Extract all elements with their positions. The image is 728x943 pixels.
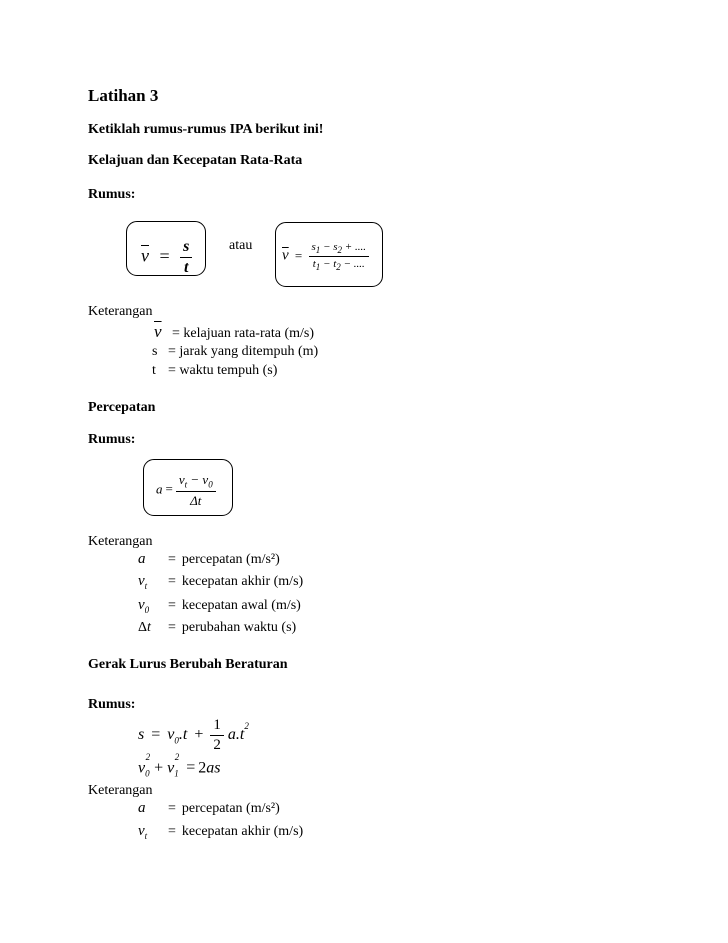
legend-symbol: t xyxy=(152,363,156,378)
legend-row xyxy=(152,363,277,379)
section-heading-kelajuan: Kelajuan dan Kecepatan Rata-Rata xyxy=(88,153,303,168)
legend-row: a = percepatan (m/s²) xyxy=(138,800,280,816)
atau-text: atau xyxy=(229,238,253,253)
legend-desc: = waktu tempuh (s) xyxy=(168,363,278,378)
formula-box-average-velocity xyxy=(275,222,383,287)
formula-box-acceleration xyxy=(143,459,233,516)
section-heading-percepatan: Percepatan xyxy=(88,400,156,415)
formula-box-average-speed xyxy=(126,221,206,276)
page-title: Latihan 3 xyxy=(88,86,159,105)
keterangan-label: Keterangan xyxy=(88,534,153,549)
legend-row: $v_t$ = kecepatan akhir (m/s) xyxy=(138,573,304,591)
legend-desc: percepatan (m/s²) xyxy=(181,552,280,567)
legend-row: a = percepatan (m/s²) xyxy=(138,551,280,567)
keterangan-label: Keterangan xyxy=(88,783,153,798)
formula-v-delta: $\overline{v}$ = $\frac{s_1 - s_2 + ....}{t_1 - t_2 - ....}$ xyxy=(282,241,369,272)
formula-glbb-distance: $s = v_0.t$ + $\frac{1}{2}$ $a.t^2$ xyxy=(138,717,249,753)
legend-row: Δt = perubahan waktu (s) xyxy=(138,620,297,635)
keterangan-label: Keterangan xyxy=(88,304,153,319)
section-heading-glbb: Gerak Lurus Berubah Beraturan xyxy=(88,657,288,672)
rumus-label: Rumus: xyxy=(88,432,136,447)
legend-row xyxy=(154,322,314,342)
legend-row xyxy=(152,344,318,360)
instruction: Ketiklah rumus-rumus IPA berikut ini! xyxy=(88,122,324,137)
rumus-label: Rumus: xyxy=(88,697,136,712)
legend-desc: = kelajuan rata-rata (m/s) xyxy=(172,326,314,341)
legend-symbol: s xyxy=(152,344,158,359)
legend-symbol: $\overline{v}$ xyxy=(154,322,162,341)
legend-desc: kecepatan awal (m/s) xyxy=(181,598,301,613)
formula-a: a = $\frac{v_t - v_0}{\Delta t}$ xyxy=(156,472,216,509)
legend-symbol: Δt xyxy=(138,620,151,635)
legend-desc: kecepatan akhir (m/s) xyxy=(181,824,304,839)
legend-desc: percepatan (m/s²) xyxy=(181,801,280,816)
legend-symbol: a xyxy=(138,551,146,567)
formula-v: $\overline{v}$ = $\frac{s}{t}$ xyxy=(141,238,192,277)
legend-desc: kecepatan akhir (m/s) xyxy=(181,574,304,589)
legend-symbol: a xyxy=(138,800,146,816)
legend-desc: perubahan waktu (s) xyxy=(181,620,297,635)
legend-row: $v_0$ = kecepatan awal (m/s) xyxy=(138,597,301,615)
legend-symbol: $v_t$ xyxy=(138,823,148,841)
legend-symbol: $v_0$ xyxy=(138,597,150,615)
rumus-label: Rumus: xyxy=(88,187,136,202)
legend-desc: = jarak yang ditempuh (m) xyxy=(168,344,319,359)
legend-symbol: $v_t$ xyxy=(138,573,148,591)
legend-row: $v_t$ = kecepatan akhir (m/s) xyxy=(138,823,304,841)
formula-glbb-velocity: $v_0^2+ v_1^2= 2as$ xyxy=(138,752,221,779)
